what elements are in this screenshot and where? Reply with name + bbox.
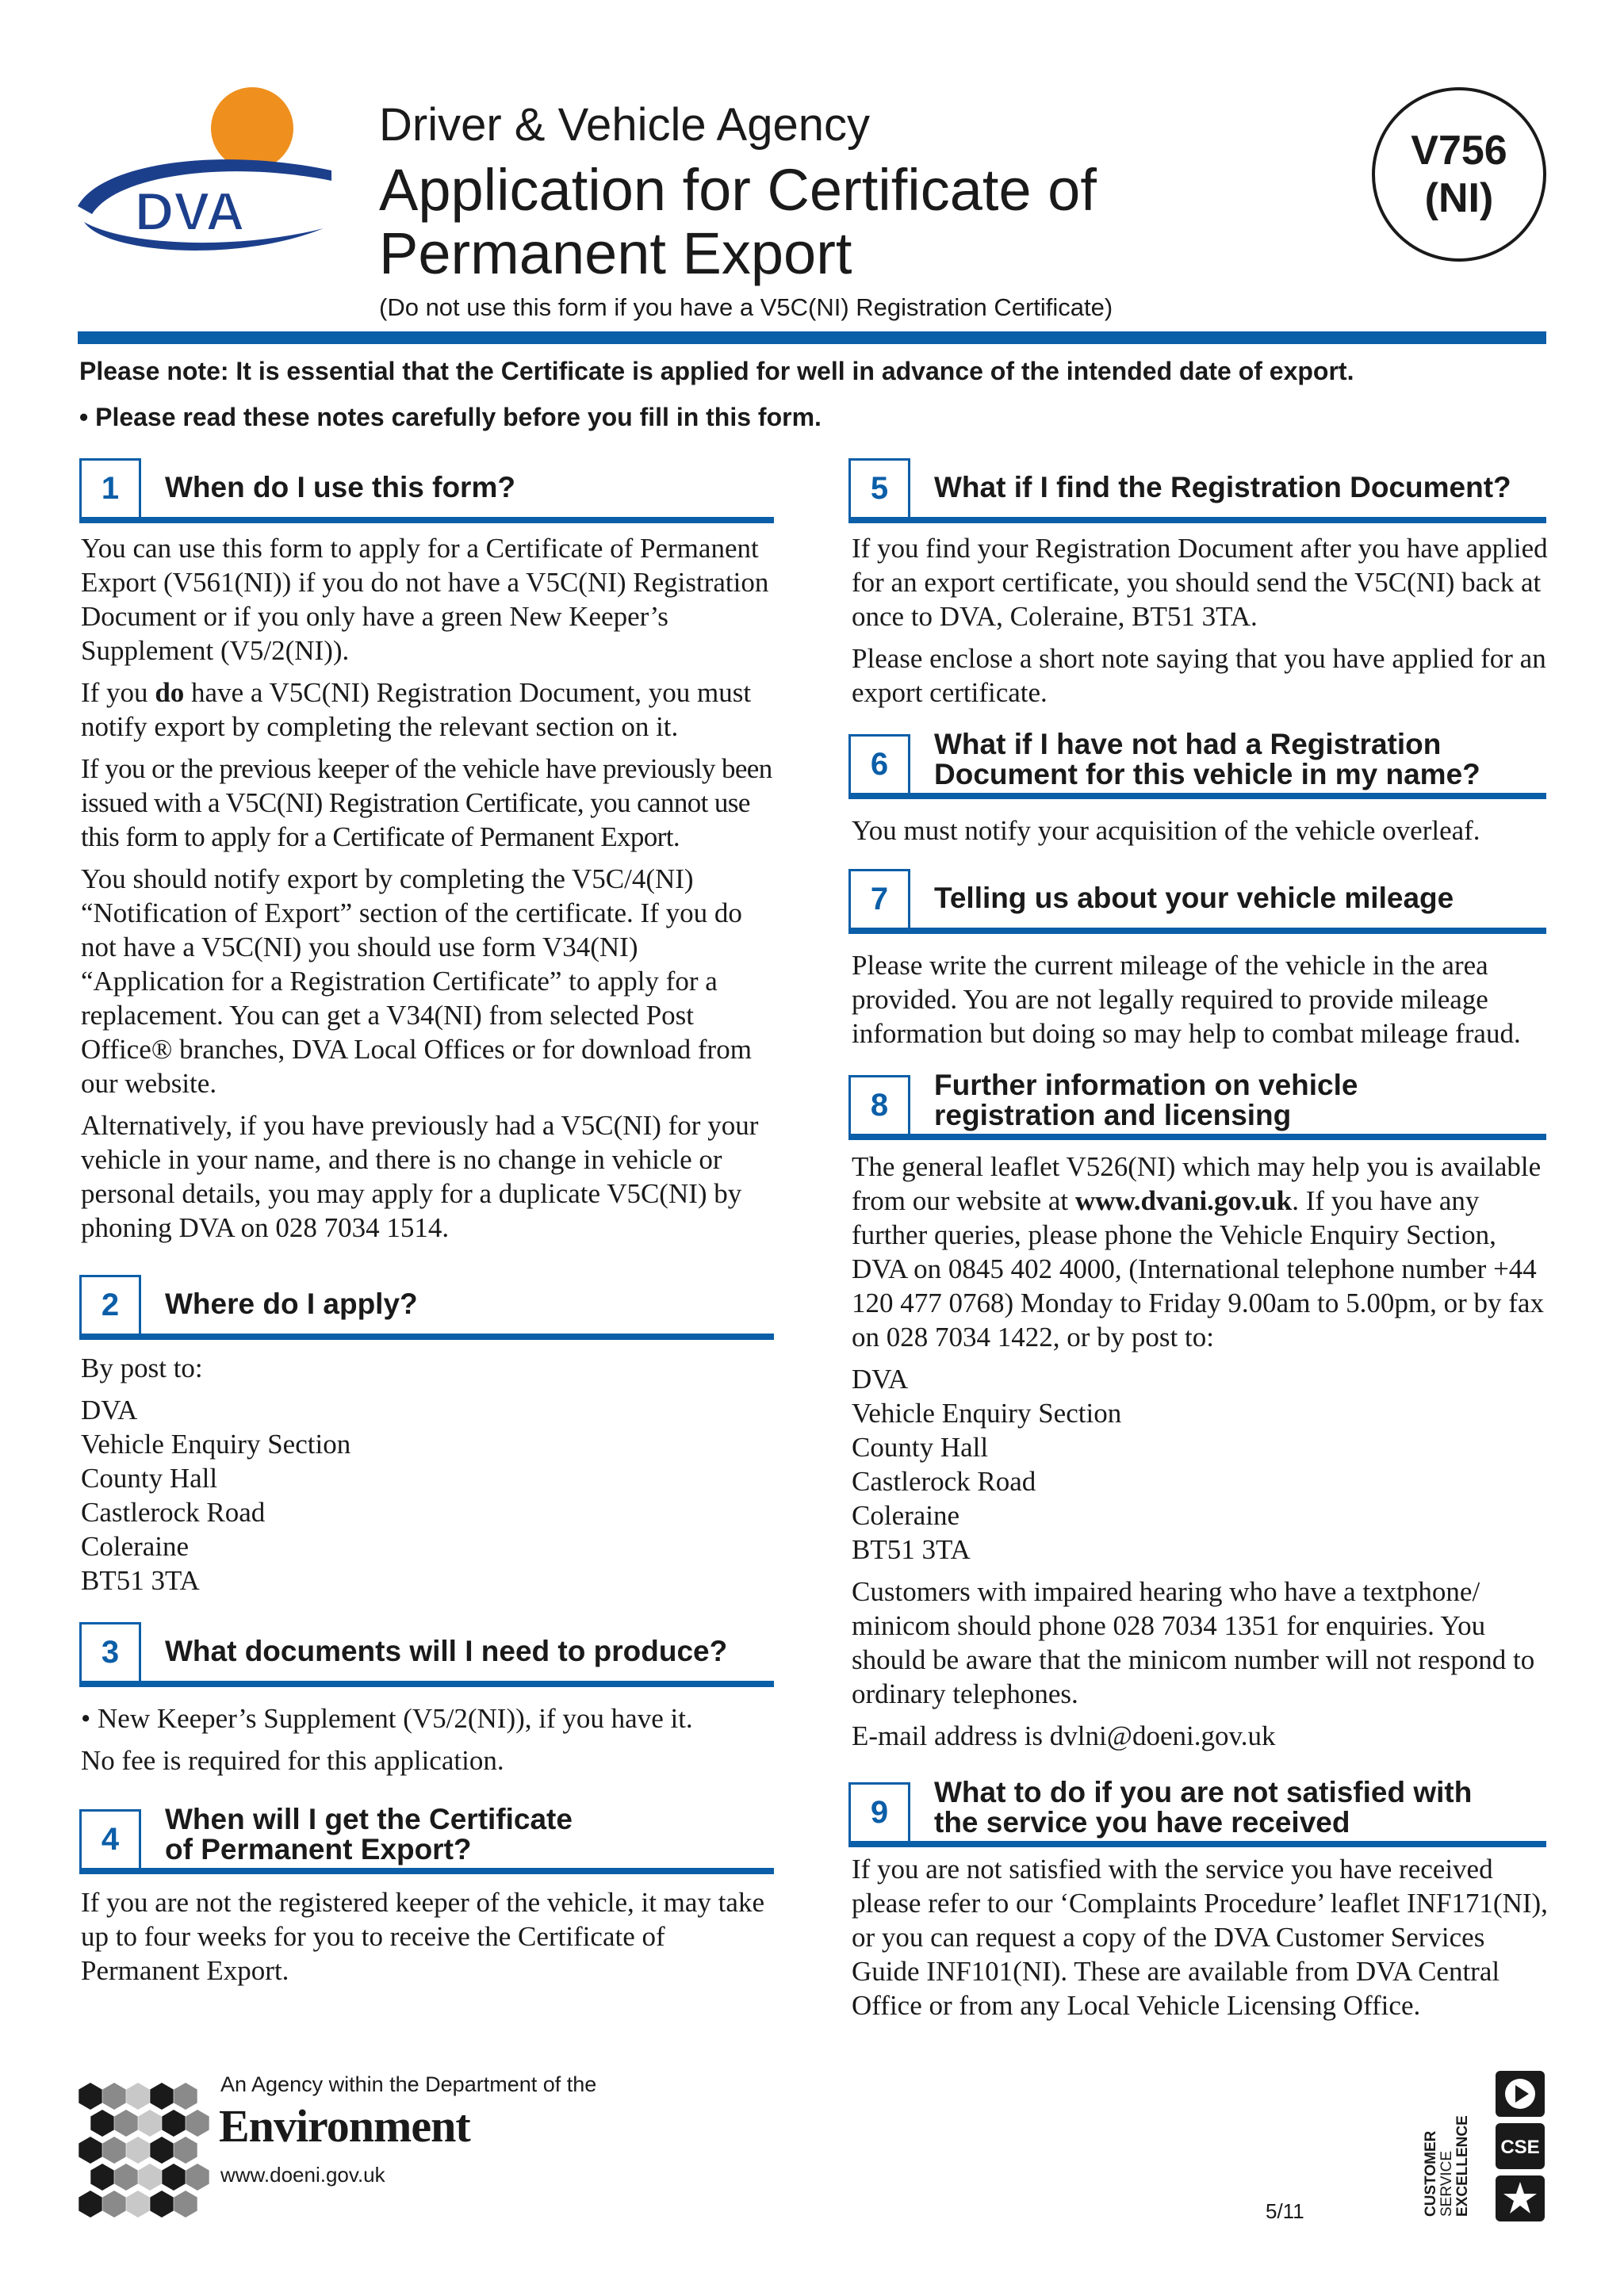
logo-hexagon <box>90 2164 113 2191</box>
section-4-heading <box>79 1801 774 1874</box>
address-line: Coleraine <box>852 1500 960 1531</box>
svg-text:DVA: DVA <box>135 182 245 242</box>
section-number: 6 <box>848 734 910 793</box>
section-number: 5 <box>848 458 910 517</box>
paragraph: The general leaflet V526(NI) which may help you is available from our website at www.dvani.gov.uk. If you have any further queries, please phone the Vehicle Enquiry Section, DVA on 0845 402 4000, (International telephone number +44 120 477 0768) Monday to Friday 9.00am to 5.00pm, or by fax on 028 7034 1422, or by post to: <box>852 1151 1544 1353</box>
svg-text:CSE: CSE <box>1500 2137 1540 2158</box>
logo-hexagon <box>174 2083 197 2110</box>
page-subtitle: (Do not use this form if you have a V5C(NI) Registration Certificate) <box>379 293 1113 321</box>
section-6-body <box>852 813 1549 855</box>
logo-hexagon <box>102 2137 125 2164</box>
read-notes-instruction: • Please read these notes carefully before you fill in this form. <box>79 403 822 431</box>
paragraph: If you do have a V5C(NI) Registration Document, you must notify export by completing the relevant section on it. <box>81 677 752 742</box>
section-3-body <box>81 1701 779 1785</box>
header-divider <box>78 331 1546 344</box>
section-5-heading <box>848 458 1546 523</box>
paragraph: If you are not the registered keeper of the vehicle, it may take up to four weeks for you to receive the Certificate of Permanent Export. <box>81 1887 764 1986</box>
paragraph: Customers with impaired hearing who have a textphone/ minicom should phone 028 7034 1351 for enquiries. You should be aware that the minicom number will not respond to ordinary telephones. <box>852 1576 1535 1709</box>
section-number: 4 <box>79 1809 141 1868</box>
section-3-heading <box>79 1622 774 1687</box>
address-line: County Hall <box>852 1432 989 1463</box>
address-line: BT51 3TA <box>852 1534 971 1565</box>
page-title: Application for Certificate of Permanent Export <box>379 157 1097 286</box>
paragraph: You should notify export by completing the V5C/4(NI) “Notification of Export” section of the certificate. If you do not have a V5C(NI) you should use form V34(NI) “Application for a Registration Certificate” to apply for a replacement. You can get a V34(NI) from selected Post Office® branches, DVA Local Offices or for download from our website. <box>81 863 752 1099</box>
section-number: 2 <box>79 1275 141 1334</box>
section-7-body <box>852 948 1549 1058</box>
paragraph: If you find your Registration Document after you have applied for an export certificate, you should send the V5C(NI) back at once to DVA, Coleraine, BT51 3TA. <box>852 533 1548 632</box>
section-title: Where do I apply? <box>165 1288 418 1320</box>
section-number: 3 <box>79 1622 141 1681</box>
logo-hexagon <box>126 2083 149 2110</box>
section-number: 1 <box>79 458 141 517</box>
address-line: Castlerock Road <box>81 1497 266 1528</box>
section-8-body <box>852 1150 1549 1761</box>
paragraph: Please write the current mileage of the vehicle in the area provided. You are not legally required to provide mileage information but doing so may help to combat mileage fraud. <box>852 950 1521 1049</box>
svg-text:EXCELLENCE: EXCELLENCE <box>1454 2115 1471 2217</box>
logo-hexagon <box>186 2110 209 2137</box>
logo-hexagon <box>79 2191 102 2218</box>
paragraph: By post to: <box>81 1353 203 1383</box>
section-title: What if I have not had a Registration Document for this vehicle in my name? <box>934 728 1480 790</box>
section-title: When do I use this form? <box>165 471 515 503</box>
section-4-body <box>81 1885 779 1996</box>
logo-hexagon <box>114 2164 137 2191</box>
address-line: County Hall <box>81 1463 218 1494</box>
section-title: Telling us about your vehicle mileage <box>934 882 1454 914</box>
paragraph: If you or the previous keeper of the vehicle have previously been issued with a V5C(NI) Registration Certificate, you cannot use this form to apply for a Certificate of Permanent Export. <box>81 753 772 852</box>
section-1-heading <box>79 458 774 523</box>
paragraph: You must notify your acquisition of the vehicle overleaf. <box>852 815 1480 846</box>
website-link[interactable]: www.dvani.gov.uk <box>1074 1185 1293 1216</box>
section-number: 8 <box>848 1075 910 1134</box>
logo-hexagon <box>102 2083 125 2110</box>
email-line: E-mail address is dvlni@doeni.gov.uk <box>852 1720 1276 1751</box>
section-title: Further information on vehicle registration and licensing <box>934 1069 1358 1131</box>
section-9-body <box>852 1852 1549 2030</box>
address-line: Vehicle Enquiry Section <box>81 1429 351 1460</box>
section-number: 9 <box>848 1782 910 1841</box>
section-title: What documents will I need to produce? <box>165 1635 728 1667</box>
paragraph: No fee is required for this application. <box>81 1745 504 1776</box>
paragraph: If you are not satisfied with the service you have received please refer to our ‘Complaints Procedure’ leaflet INF171(NI), or you can request a copy of the DVA Customer Services Guide INF101(NI). These are available from DVA Central Office or from any Local Vehicle Licensing Office. <box>852 1854 1548 2021</box>
section-title: What to do if you are not satisfied with the service you have received <box>934 1776 1473 1839</box>
logo-hexagon <box>138 2110 161 2137</box>
address-line: Castlerock Road <box>852 1466 1036 1497</box>
paragraph: Please enclose a short note saying that you have applied for an export certificate. <box>852 643 1546 708</box>
logo-hexagon <box>79 2137 102 2164</box>
logo-hexagon <box>150 2083 173 2110</box>
form-code-region: (NI) <box>1424 175 1494 221</box>
paragraph: You can use this form to apply for a Certificate of Permanent Export (V561(NI)) if you do not have a V5C(NI) Registration Document or if you only have a green New Keeper’s Supplement (V5/2(NI)). <box>81 533 769 666</box>
form-code-badge <box>1372 87 1546 262</box>
section-2-body <box>81 1351 779 1598</box>
svg-text:SERVICE: SERVICE <box>1438 2150 1455 2217</box>
section-7-heading <box>848 869 1546 934</box>
address-line: DVA <box>852 1364 909 1395</box>
section-number: 7 <box>848 869 910 928</box>
cse-logo-text <box>1419 2101 1475 2220</box>
logo-hexagon <box>126 2191 149 2218</box>
department-logo-icon <box>76 2082 219 2225</box>
section-1-body <box>81 531 779 1253</box>
cse-badge-icon <box>1494 2069 1546 2225</box>
section-8-heading <box>848 1067 1546 1140</box>
svg-text:CUSTOMER: CUSTOMER <box>1423 2130 1439 2217</box>
address-line: Coleraine <box>81 1531 190 1562</box>
footer-department: Environment <box>219 2100 470 2152</box>
agency-name: Driver & Vehicle Agency <box>379 99 870 151</box>
section-title: What if I find the Registration Document? <box>934 471 1511 503</box>
logo-hexagon <box>174 2137 197 2164</box>
logo-hexagon <box>126 2137 149 2164</box>
section-title: When will I get the Certificate of Permanent Export? <box>165 1803 573 1866</box>
footer-agency-line: An Agency within the Department of the <box>220 2072 597 2096</box>
logo-hexagon <box>114 2110 137 2137</box>
form-version: 5/11 <box>1266 2199 1304 2223</box>
logo-hexagon <box>102 2191 125 2218</box>
footer-url[interactable]: www.doeni.gov.uk <box>220 2163 385 2187</box>
logo-hexagon <box>150 2191 173 2218</box>
address-line: Vehicle Enquiry Section <box>852 1398 1122 1429</box>
section-2-heading <box>79 1275 774 1340</box>
logo-hexagon <box>79 2083 102 2110</box>
logo-hexagon <box>138 2164 161 2191</box>
address-line: DVA <box>81 1395 138 1425</box>
section-5-body <box>852 531 1549 718</box>
section-6-heading <box>848 726 1546 799</box>
paragraph: Alternatively, if you have previously had a V5C(NI) for your vehicle in your name, and there is no change in vehicle or personal details, you may apply for a duplicate V5C(NI) by phoning DVA on 028 7034 1514. <box>81 1110 759 1243</box>
logo-hexagon <box>186 2164 209 2191</box>
logo-hexagon <box>90 2110 113 2137</box>
logo-hexagon <box>174 2191 197 2218</box>
logo-hexagon <box>162 2164 185 2191</box>
section-9-heading <box>848 1774 1546 1847</box>
dva-logo <box>70 87 339 262</box>
logo-hexagon <box>150 2137 173 2164</box>
bullet-item: • New Keeper’s Supplement (V5/2(NI)), if you have it. <box>81 1703 693 1734</box>
logo-hexagon <box>162 2110 185 2137</box>
address-line: BT51 3TA <box>81 1565 200 1596</box>
important-note: Please note: It is essential that the Certificate is applied for well in advance of the intended date of export. <box>79 357 1354 385</box>
form-code: V756 <box>1411 128 1507 174</box>
